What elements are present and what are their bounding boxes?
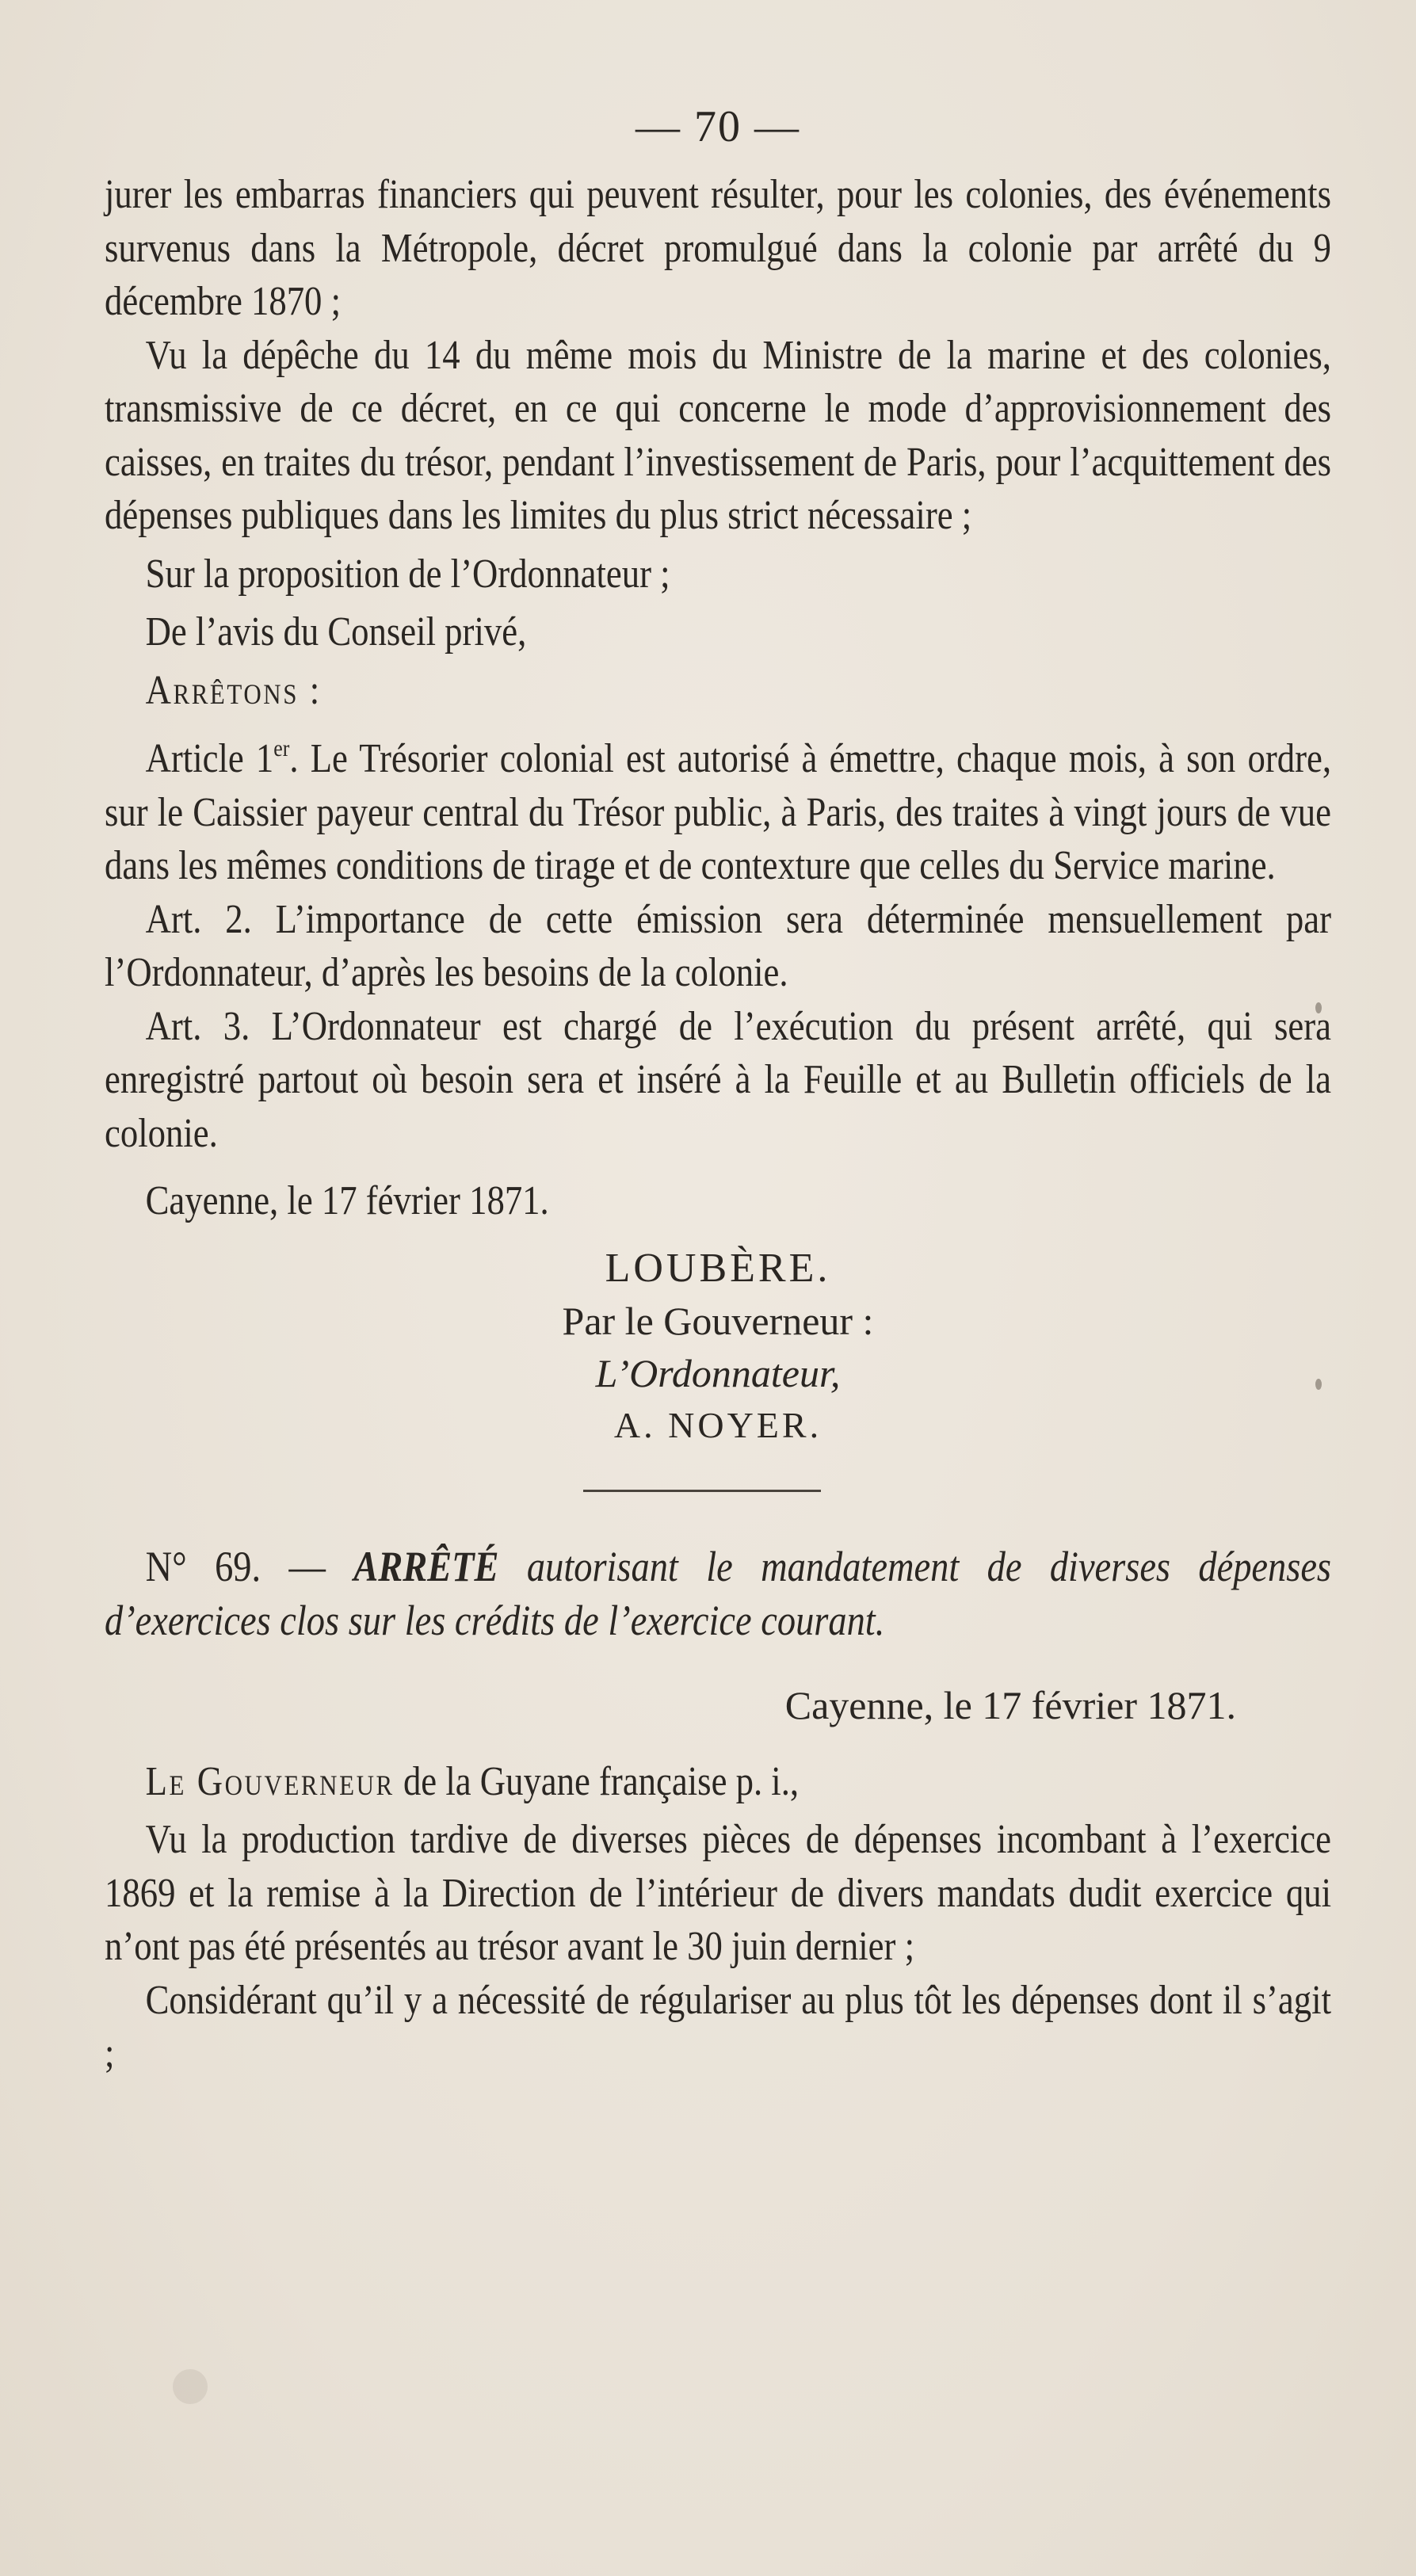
article-1-sup: er <box>273 735 290 761</box>
article-1 <box>105 722 1331 893</box>
arretons <box>105 664 1331 718</box>
signature-block <box>105 1242 1331 1452</box>
paragraph: jurer les embarras financiers qui peuvent résulter, pour les colonies, des événements survenus dans la Métropole, décret promulgué dans la colonie par arrêté du 9 décembre 1870 ; <box>105 172 1331 324</box>
signature-role: L’Ordonnateur, <box>595 1350 841 1395</box>
decree-date: Cayenne, le 17 février 1871. <box>784 1682 1236 1727</box>
signature-countersign: A. NOYER. <box>613 1404 823 1445</box>
paragraph: Vu la production tardive de diverses pièces de dépenses incombant à l’exercice 1869 et la remise à la Direction de l’intérieur de divers mandats dudit exercice qui n’ont pas été présentés au trésor avant le 30 juin dernier ; <box>105 1817 1332 1969</box>
paragraph: Considérant qu’il y a nécessité de régulariser au plus tôt les dépenses dont il s’agit ; <box>105 1977 1332 2076</box>
paragraph: Vu la dépêche du 14 du même mois du Ministre de la marine et des colonies, transmissive de ce décret, en ce qui concerne le mode d’approvisionnement des caisses, en traites du trésor, pendant l’investissement de Paris, pour l’acquittement des dépenses publiques dans les limites du plus strict nécessaire ; <box>105 332 1332 538</box>
decree-title-bold: ARRÊTÉ <box>353 1542 499 1590</box>
paragraph: Sur la proposition de l’Ordonnateur ; <box>145 551 670 597</box>
governor-prefix: Le Gouverneur <box>145 1758 395 1804</box>
arretons-text: Arrêtons : <box>145 667 322 713</box>
decree-governor <box>105 1755 1331 1809</box>
article-3: Art. 3. L’Ordonnateur est chargé de l’exécution du présent arrêté, qui sera enregistré partout où besoin sera et inséré à la Feuille et au Bulletin officiels de la colonie. <box>105 1003 1332 1156</box>
signature-name: LOUBÈRE. <box>605 1245 831 1291</box>
decree-title-rest: autorisant le mandatement de diverses dépenses d’exercices clos sur les crédits de l’exercice courant. <box>105 1542 1331 1644</box>
paper-stain <box>173 2369 208 2404</box>
paragraph: De l’avis du Conseil privé, <box>145 609 527 654</box>
article-1-text: . Le Trésorier colonial est autorisé à émettre, chaque mois, à son ordre, sur le Caissier payeur central du Trésor public, à Paris, des traites à vingt jours de vue dans les mêmes conditions de tirage et de contexture que celles du Service marine. <box>105 736 1332 888</box>
signature-by: Par le Gouverneur : <box>562 1298 874 1343</box>
page-number: — 70 — <box>635 102 800 151</box>
article-2: Art. 2. L’importance de cette émission sera déterminée mensuellement par l’Ordonnateur, d’après les besoins de la colonie. <box>105 896 1332 995</box>
section-divider <box>583 1490 821 1492</box>
decree-number: N° 69. — <box>145 1542 354 1590</box>
place-date: Cayenne, le 17 février 1871. <box>145 1178 549 1223</box>
governor-rest: de la Guyane française p. i., <box>394 1758 800 1804</box>
article-1-label: Article 1 <box>145 736 274 781</box>
decree-heading <box>105 1540 1331 1647</box>
text-block <box>105 95 1331 2081</box>
